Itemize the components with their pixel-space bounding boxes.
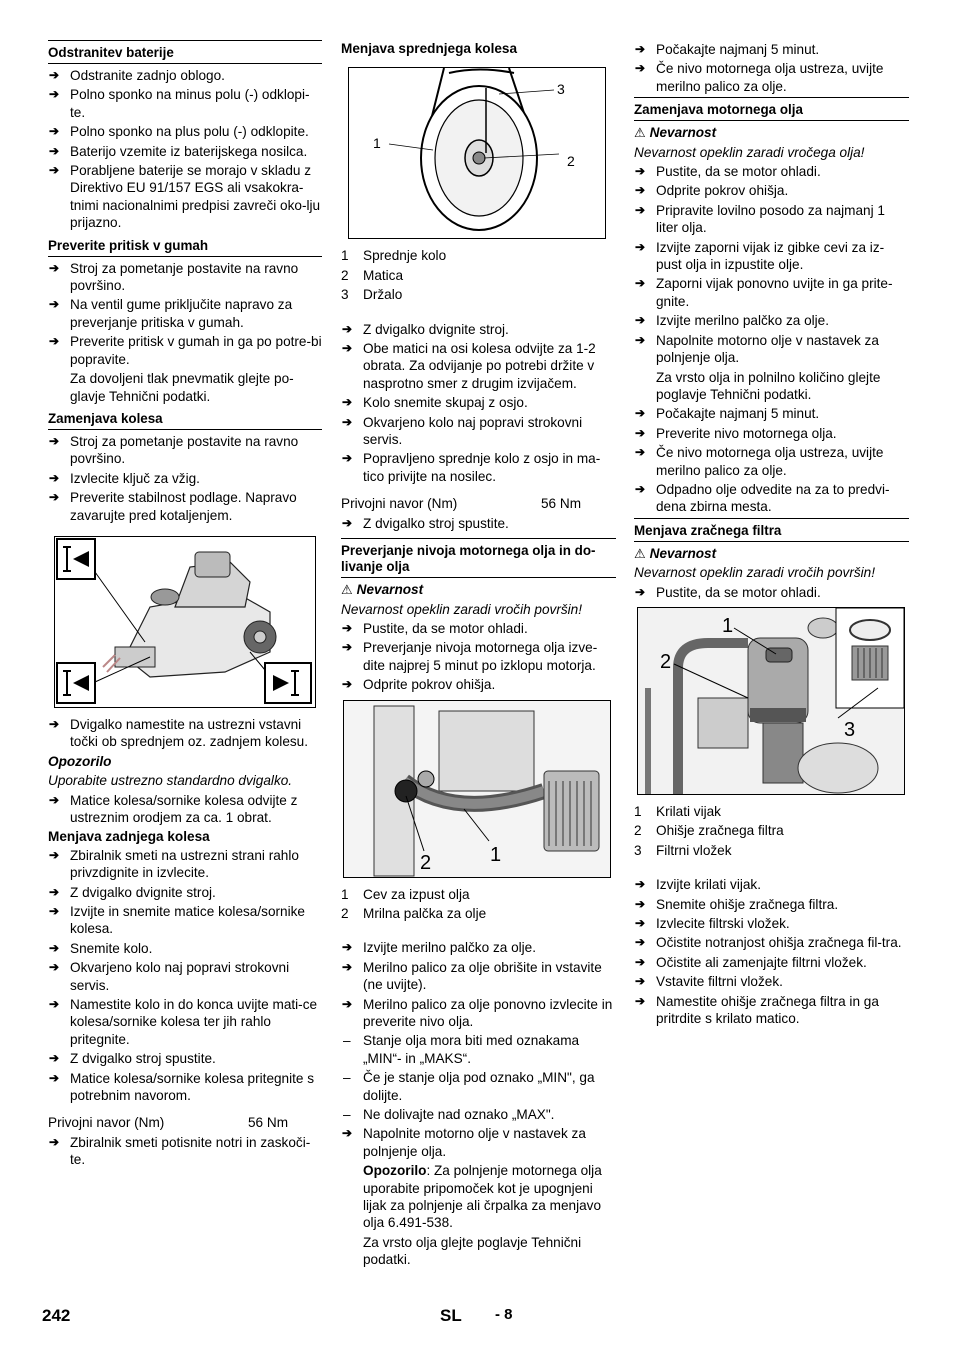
callout-3: 3 <box>557 81 565 98</box>
step: ➔ Napolnite motorno olje v nastavek za polnjenje olja. <box>634 332 909 367</box>
step: ➔ Polno sponko na plus polu (-) odklopite. <box>48 123 322 140</box>
danger-title: ⚠ Nevarnost <box>634 545 717 561</box>
language-code: SL <box>440 1306 462 1325</box>
legend-item: 3 Filtrni vložek <box>634 842 732 858</box>
callout-2: 2 <box>420 851 432 874</box>
step: ➔ Okvarjeno kolo naj popravi strokovni servis. <box>48 959 322 994</box>
callout-1: 1 <box>490 843 502 866</box>
note: Za vrsto olja in polnilno količino glejte poglavje Tehnični podatki. <box>656 369 881 402</box>
step: ➔ Pustite, da se motor ohladi. <box>341 620 616 637</box>
legend-item: 2 Matica <box>341 267 404 283</box>
step: ➔ Snemite kolo. <box>48 940 322 957</box>
step: ➔ Preverite nivo motornega olja. <box>634 425 909 442</box>
dash-item: – Ne dolivajte nad oznako „MAX". <box>341 1106 616 1123</box>
step: ➔ Stroj za pometanje postavite na ravno površino. <box>48 433 322 468</box>
step: ➔ Počakajte najmanj 5 minut. <box>634 405 909 422</box>
callout-1: 1 <box>722 614 734 637</box>
step: ➔ Okvarjeno kolo naj popravi strokovni servis. <box>341 414 616 449</box>
step: ➔ Namestite kolo in do konca uvijte mati-ce kolesa/sornike kolesa ter jih rahlo pritegnite. <box>48 996 322 1048</box>
step: ➔ Snemite ohišje zračnega filtra. <box>634 896 909 913</box>
step: ➔ Namestite ohišje zračnega filtra in ga pritrdite s krilato matico. <box>634 993 909 1028</box>
step: ➔ Preverite stabilnost podlage. Napravo zavarujte pred kotaljenjem. <box>48 489 322 524</box>
column-3 <box>634 40 909 1029</box>
step: ➔ Obe matici na osi kolesa odvijte za 1-2 obrata. Za odvijanje po potrebi držite v nasprotno smer z drugim izvijačem. <box>341 340 616 392</box>
sub-page-number: - 8 <box>495 1306 513 1323</box>
step: ➔ Polno sponko na minus polu (-) odklopi-te. <box>48 86 322 121</box>
caution-text: Uporabite ustrezno standardno dvigalko. <box>48 773 293 789</box>
step: ➔ Izvijte zaporni vijak iz gibke cevi za iz-pust olja in izpustite olje. <box>634 239 909 274</box>
air-filter-figure <box>637 607 905 795</box>
step: ➔ Baterijo vzemite iz baterijskega nosilca. <box>48 143 322 160</box>
torque-row <box>341 495 616 512</box>
step: ➔ Stroj za pometanje postavite na ravno površino. <box>48 260 322 295</box>
step: ➔ Počakajte najmanj 5 minut. <box>634 41 909 58</box>
step: ➔ Izvlecite filtrski vložek. <box>634 915 909 932</box>
step: ➔ Odpadno olje odvedite na za to predvi-dena zbirna mesta. <box>634 481 909 516</box>
section-title-oil-change: Zamenjava motornega olja <box>634 97 909 121</box>
step: ➔ Izvijte merilno palčko za olje. <box>341 939 616 956</box>
note: Za vrsto olja glejte poglavje Tehnični podatki. <box>363 1234 582 1268</box>
step: ➔ Očistite ali zamenjajte filtrni vložek. <box>634 954 909 971</box>
step: ➔ Z dvigalko stroj spustite. <box>341 515 616 532</box>
dash-item: – Stanje olja mora biti med oznakama „MIN“- in „MAKS“. <box>341 1032 616 1067</box>
step: ➔ Očistite notranjost ohišja zračnega fil-tra. <box>634 934 909 951</box>
note: Za dovoljeni tlak pnevmatik glejte po-glavje Tehnični podatki. <box>70 371 294 404</box>
step: ➔ Odstranite zadnjo oblogo. <box>48 67 322 84</box>
column-1 <box>48 40 322 1171</box>
section-title-rear-wheel: Menjava zadnjega kolesa <box>48 829 210 845</box>
jack-point-icon <box>57 663 95 703</box>
step: ➔ Na ventil gume priključite napravo za preverjanje pritiska v gumah. <box>48 296 322 331</box>
step: ➔ Zbiralnik smeti na ustrezni strani rahlo privzdignite in izvlecite. <box>48 847 322 882</box>
step: ➔ Odprite pokrov ohišja. <box>341 676 616 693</box>
section-title-tyre: Preverite pritisk v gumah <box>48 234 322 257</box>
legend-item: 1 Cev za izpust olja <box>341 886 470 902</box>
step: ➔ Zbiralnik smeti potisnite notri in zaskoči-te. <box>48 1134 322 1169</box>
step: ➔ Popravljeno sprednje kolo z osjo in ma-tico privijte na nosilec. <box>341 450 616 485</box>
danger-title: ⚠ Nevarnost <box>634 125 717 141</box>
step: ➔ Izvijte krilati vijak. <box>634 876 909 893</box>
danger-text: Nevarnost opeklin zaradi vročega olja! <box>634 144 865 160</box>
legend-item: 2 Mrilna palčka za olje <box>341 905 487 921</box>
step: ➔ Z dvigalko stroj spustite. <box>48 1050 322 1067</box>
step: ➔ Dvigalko namestite na ustrezni vstavni točki ob sprednjem oz. zadnjem kolesu. <box>48 716 322 751</box>
step: ➔ Porabljene baterije se morajo v skladu z Direktivo EU 91/157 EGS ali vsakokra-tnimi nacionalnimi predpisi zavreči oko-lju prijazno. <box>48 162 322 232</box>
step: ➔ Če nivo motornega olja ustreza, uvijte merilno palico za olje. <box>634 444 909 479</box>
step: ➔ Merilno palico za olje ponovno izvlecite in preverite nivo olja. <box>341 996 616 1031</box>
step: ➔ Z dvigalko dvignite stroj. <box>341 321 616 338</box>
legend-item: 3 Držalo <box>341 287 403 303</box>
torque-label: Privojni navor (Nm) <box>48 1115 165 1131</box>
front-wheel-figure <box>348 67 606 239</box>
danger-text: Nevarnost opeklin zaradi vročih površin! <box>341 601 583 617</box>
step: ➔ Vstavite filtrni vložek. <box>634 973 909 990</box>
page-number: 242 <box>42 1306 71 1325</box>
callout-1: 1 <box>373 135 381 152</box>
step: ➔ Pustite, da se motor ohladi. <box>634 584 909 601</box>
note: Opozorilo: Za polnjenje motornega olja uporabite pripomoček kot je upognjeni lijak za polnjenje ali črpalka za menjavo olja 6.491-538. <box>363 1163 602 1231</box>
section-title-battery: Odstranitev baterije <box>48 40 322 64</box>
oil-dipstick-figure <box>343 700 611 878</box>
legend-item: 2 Ohišje zračnega filtra <box>634 823 784 839</box>
callout-2: 2 <box>567 153 575 170</box>
step: ➔ Odprite pokrov ohišja. <box>634 182 909 199</box>
warning-triangle-icon: ⚠ <box>341 582 353 598</box>
warning-triangle-icon: ⚠ <box>634 545 646 561</box>
step: ➔ Matice kolesa/sornike kolesa odvijte z ustreznim orodjem za ca. 1 obrat. <box>48 792 322 827</box>
step: ➔ Izvlecite ključ za vžig. <box>48 470 322 487</box>
legend-item: 1 Krilati vijak <box>634 803 721 819</box>
section-title-wheel-change: Zamenjava kolesa <box>48 407 322 430</box>
step: ➔ Napolnite motorno olje v nastavek za polnjenje olja. <box>341 1125 616 1160</box>
section-title-oil-check: Preverjanje nivoja motornega olja in do-livanje olja <box>341 538 616 578</box>
sweeper-jack-points-figure <box>54 536 316 708</box>
step: ➔ Preverite pritisk v gumah in ga po potre-bi popravite. <box>48 333 322 368</box>
dash-item: – Če je stanje olja pod oznako „MIN", ga dolijte. <box>341 1069 616 1104</box>
step: ➔ Kolo snemite skupaj z osjo. <box>341 394 616 411</box>
legend-item: 1 Sprednje kolo <box>341 248 447 264</box>
step: ➔ Zaporni vijak ponovno uvijte in ga prite-gnite. <box>634 275 909 310</box>
step: ➔ Če nivo motornega olja ustreza, uvijte merilno palico za olje. <box>634 60 909 95</box>
step: ➔ Izvijte in snemite matice kolesa/sornike kolesa. <box>48 903 322 938</box>
step: ➔ Matice kolesa/sornike kolesa pritegnite s potrebnim navorom. <box>48 1070 322 1105</box>
torque-label: Privojni navor (Nm) <box>341 496 458 512</box>
warning-triangle-icon: ⚠ <box>634 125 646 141</box>
danger-title: ⚠ Nevarnost <box>341 582 424 598</box>
torque-value: 56 Nm <box>541 496 582 512</box>
step: ➔ Merilno palico za olje obrišite in vstavite (ne uvijte). <box>341 959 616 994</box>
jack-point-icon <box>265 663 311 703</box>
caution-title: Opozorilo <box>48 753 112 769</box>
jack-point-icon <box>57 539 95 579</box>
step: ➔ Pustite, da se motor ohladi. <box>634 163 909 180</box>
callout-2: 2 <box>660 650 672 673</box>
torque-row <box>48 1114 322 1131</box>
section-title-air-filter: Menjava zračnega filtra <box>634 518 909 542</box>
step: ➔ Pripravite lovilno posodo za najmanj 1 liter olja. <box>634 202 909 237</box>
column-2 <box>341 40 616 1271</box>
step: ➔ Izvijte merilno palčko za olje. <box>634 312 909 329</box>
section-title-front-wheel: Menjava sprednjega kolesa <box>341 41 518 56</box>
step: ➔ Z dvigalko dvignite stroj. <box>48 884 322 901</box>
step: ➔ Preverjanje nivoja motornega olja izve-dite najprej 5 minut po izklopu motorja. <box>341 639 616 674</box>
danger-text: Nevarnost opeklin zaradi vročih površin! <box>634 565 876 581</box>
callout-3: 3 <box>844 718 856 741</box>
torque-value: 56 Nm <box>248 1115 289 1131</box>
